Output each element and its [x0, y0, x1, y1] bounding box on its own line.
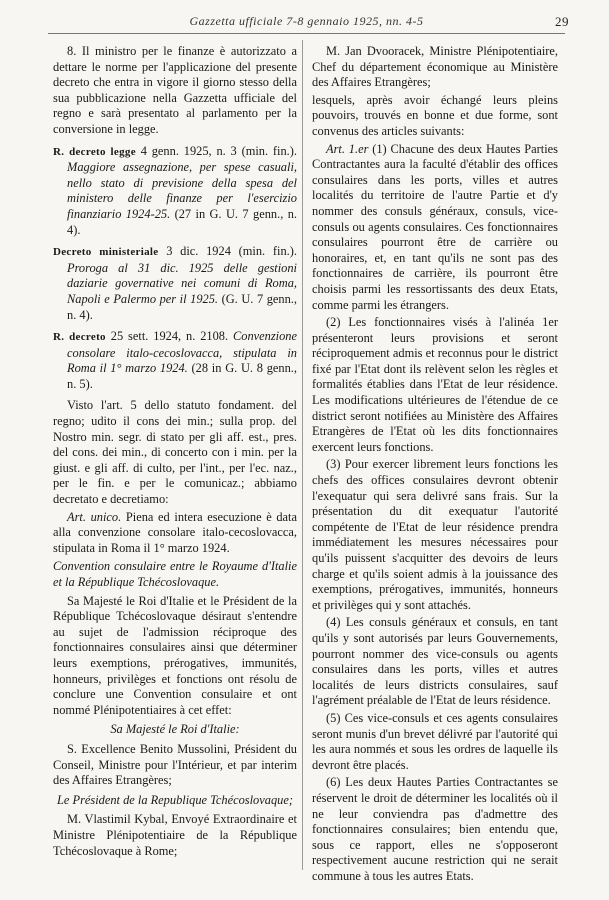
header-rule: [48, 33, 565, 34]
decree-title: Convenzione consolare italo-cecoslovacca, stipulata in Roma il 1° marzo 1924.: [67, 329, 298, 376]
convention-title: Convention consulaire entre le Royaume d'Italie et la République Tchécoslovaque.: [53, 559, 297, 589]
article-8-paragraph: 8. Il ministro per le finanze è autorizzato a dettare le norme per l'applicazione del presente decreto che entra in vigore il giorno stesso della sua pubblicazione nella Gazzetta ufficiale del regno e sarà presentato al parlamento per la conversione in legge.: [53, 44, 297, 136]
article-text: (1) Chacune des deux Hautes Parties Contractantes aura la faculté d'établir des offices consulaires dans les ports, villes et autres localités du territoire de l'autre Partie et d'y nommer des consuls généraux, consuls, vice-consuls ou agents consulaires. Ces fonctionnaires consulaires pourront être de carrière ou honoraires, et, en tant qu'ils ne sont pas des fonctionnaires de carrière, ils pourront être choisis parmi les ressortissants des deux Etats, comme parmi les étrangers.: [312, 141, 558, 312]
article-unico: [53, 510, 297, 557]
decree-source: (28 in G. U. 8 genn., n. 5).: [67, 361, 297, 391]
article-1-para-6: (6) Les deux Hautes Parties Contractantes se réservent le droit de déterminer les localités où il ne leur conviendra pas d'admettre des fonctionnaires consulaires; bien entendu que, sous ce rapport, elles ne s'opposeront respectivement aucune restriction qui ne serait commune à tous les autres Etats.: [312, 775, 558, 883]
decree-source: (G. U. 7 genn., n. 4).: [67, 291, 297, 322]
signatory-heading-czech: Le Président de la Republique Tchécoslovaque;: [57, 792, 293, 807]
signatory-mussolini: S. Excellence Benito Mussolini, Président du Conseil, Ministre pour l'Intérieur, et par interim des Affaires Etrangères;: [53, 741, 297, 788]
left-column: [53, 44, 297, 861]
decree-label: R. decreto legge: [53, 145, 136, 158]
preamble-paragraph: Sa Majesté le Roi d'Italie et le Président de la République Tchécoslovaque désiraut s'entendre au sujet de l'admission réciproque des fonctionnaires consulaires ainsi que déterminer leurs exemptions, prérogatives, immunités, honneurs, privilèges et fonctions ont résolu de conclure une Convention consulaire et ont nommé Plénipotentiaires à cet effet:: [53, 593, 297, 717]
column-divider: [302, 40, 303, 870]
page-number: 29: [555, 14, 569, 29]
decree-ref: 25 sett. 1924, n. 2108.: [110, 329, 229, 344]
article-1: [312, 142, 558, 314]
signatory-kybal: M. Vlastimil Kybal, Envoyé Extraordinaire et Ministre Plénipotentiaire de la République Tchécoslovaque à Rome;: [53, 812, 297, 858]
article-1-para-4: (4) Les consuls généraux et consuls, en tant qu'ils y sont autorisés par leurs Gouvernements, pourront nommer des vice-consuls ou agents consulaires dans les ports, villes et autres localités de leurs districts consulaires, sauf l'agrément préalable de l'Etat de leurs résidence.: [312, 615, 558, 708]
visto-paragraph: Visto l'art. 5 dello statuto fondament. del regno; udito il cons dei min.; sulla prop. del Nostro min. segr. di stato per gli aff. est., pres. del cons. dei min., di concerto con i min. per la giust. e gli aff. di culto, per l'int., per l'ec. naz., per le fin. e per le comunicaz.; abbiamo decretato e decretiamo:: [53, 398, 297, 507]
signatory-heading-italy: Sa Majesté le Roi d'Italie:: [110, 722, 240, 737]
decree-ref: 3 dic. 1924 (min. fin.).: [166, 244, 297, 259]
article-text: Piena ed intera esecuzione è data alla convenzione consolare italo-cecoslovacca, stipulata in Roma il 1° marzo 1924.: [53, 509, 297, 555]
signatory-dvooracek: M. Jan Dvooracek, Ministre Plénipotentiaire, Chef du département économique au Ministère des Affaires Etrangères;: [312, 44, 558, 90]
decree-entry-1: [53, 144, 297, 239]
article-1-para-3: (3) Pour exercer librement leurs fonctions les chefs des offices consulaires devront obtenir l'exequatur qui sera delivré sans frais. Sur la présentation du dit exequatur l'autorité compétente de l'Etat de leur résidence prendra immédiatement les mesures nécessaires pour qu'ils puissent s'acquitter des devoirs de leurs charge et qu'ils soient admis à la jouissance des exemptions, prérogatives, immunités, honneurs et privilèges qui y sont attachés.: [312, 457, 558, 612]
right-column: [312, 44, 558, 886]
decree-entry-3: [53, 329, 297, 392]
lesquels-paragraph: lesquels, après avoir échangé leurs pleins pouvoirs, trouvés en bonne et due forme, sont convenus des articles suivants:: [312, 92, 558, 138]
article-1-para-5: (5) Ces vice-consuls et ces agents consulaires seront munis d'un brevet délivré par l'autorité qui les aura nommés et sous les ordres de laquelle ils devront être placés.: [312, 710, 558, 772]
decree-title: Proroga al 31 dic. 1925 delle gestioni daziarie governative nei comuni di Roma, Napoli e Palermo per il 1925.: [67, 260, 297, 306]
article-label: Art. unico.: [67, 509, 122, 524]
article-label: Art. 1.er: [326, 141, 369, 156]
article-1-para-2: (2) Les fonctionnaires visés à l'alinéa 1er présenteront leurs provisions et seront réciproquement admis et reconnus pour le district fixé par l'Etat dont ils relèvent selon les règles et formalités établies dans l'Etat de leur résidence. Les modifications ultérieures de l'étendue de ce district seront notifiées au Ministère des Affaires Etrangères de l'Etat où les dits fonctionnaires exercent leurs fonctions.: [312, 315, 558, 454]
decree-source: (27 in G. U. 7 genn., n. 4).: [67, 206, 297, 237]
decree-label: R. decreto: [53, 331, 106, 344]
decree-title: Maggiore assegnazione, per spese casuali, nello stato di previsione della spesa del ministero delle finanze per l'esercizio finanziario 1924-25.: [67, 160, 297, 221]
gazette-title: Gazzetta ufficiale 7-8 gennaio 1925, nn. 4-5: [189, 14, 424, 28]
decree-entry-2: [53, 244, 297, 323]
decree-ref: 4 genn. 1925, n. 3 (min. fin.).: [140, 143, 297, 158]
decree-label: Decreto ministeriale: [53, 246, 159, 259]
